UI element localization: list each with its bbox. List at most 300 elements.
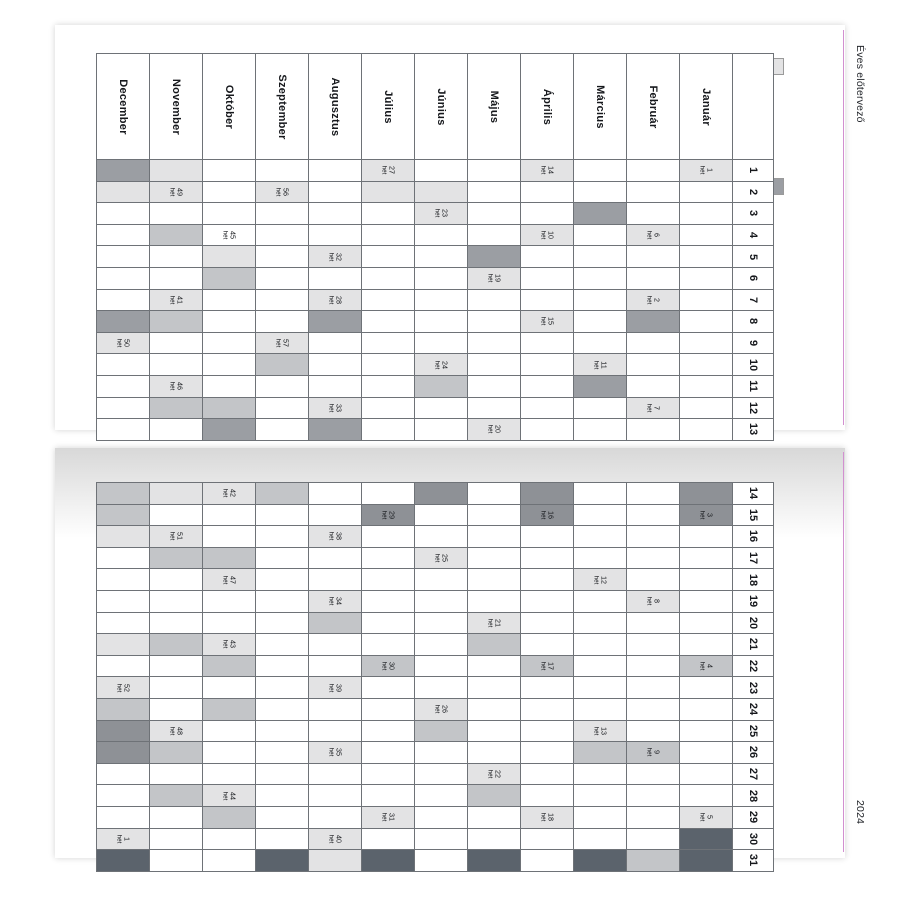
day-cell[interactable] [468, 828, 521, 850]
day-cell[interactable] [415, 763, 468, 785]
day-cell[interactable] [468, 569, 521, 591]
day-cell[interactable] [97, 203, 150, 225]
day-cell[interactable] [150, 547, 203, 569]
day-cell[interactable] [97, 698, 150, 720]
day-cell[interactable] [97, 806, 150, 828]
day-cell[interactable] [521, 828, 574, 850]
day-cell[interactable] [150, 785, 203, 807]
day-cell[interactable] [415, 742, 468, 764]
day-cell[interactable] [256, 698, 309, 720]
day-cell[interactable] [521, 634, 574, 656]
day-cell[interactable] [627, 181, 680, 203]
day-cell[interactable] [309, 850, 362, 872]
day-cell[interactable] [309, 828, 362, 850]
day-cell[interactable] [97, 655, 150, 677]
day-cell[interactable] [97, 720, 150, 742]
day-cell[interactable] [680, 677, 733, 699]
day-cell[interactable] [256, 677, 309, 699]
day-cell[interactable] [256, 354, 309, 376]
day-cell[interactable] [574, 677, 627, 699]
day-cell[interactable] [574, 742, 627, 764]
day-cell[interactable] [627, 246, 680, 268]
day-cell[interactable] [362, 203, 415, 225]
day-cell[interactable] [415, 698, 468, 720]
day-cell[interactable] [150, 504, 203, 526]
day-cell[interactable] [574, 590, 627, 612]
day-cell[interactable] [309, 483, 362, 505]
day-cell[interactable] [574, 698, 627, 720]
day-cell[interactable] [415, 612, 468, 634]
day-cell[interactable] [521, 246, 574, 268]
day-cell[interactable] [256, 311, 309, 333]
day-cell[interactable] [203, 526, 256, 548]
day-cell[interactable] [680, 655, 733, 677]
day-cell[interactable] [468, 375, 521, 397]
day-cell[interactable] [574, 332, 627, 354]
day-cell[interactable] [256, 806, 309, 828]
day-cell[interactable] [309, 806, 362, 828]
day-cell[interactable] [680, 504, 733, 526]
day-cell[interactable] [256, 375, 309, 397]
day-cell[interactable] [574, 419, 627, 441]
day-cell[interactable] [203, 375, 256, 397]
day-cell[interactable] [203, 655, 256, 677]
day-cell[interactable] [680, 483, 733, 505]
day-cell[interactable] [203, 720, 256, 742]
day-cell[interactable] [521, 547, 574, 569]
day-cell[interactable] [203, 634, 256, 656]
day-cell[interactable] [680, 828, 733, 850]
day-cell[interactable] [256, 590, 309, 612]
day-cell[interactable] [150, 354, 203, 376]
day-cell[interactable] [362, 742, 415, 764]
day-cell[interactable] [256, 526, 309, 548]
day-cell[interactable] [468, 311, 521, 333]
day-cell[interactable] [256, 547, 309, 569]
day-cell[interactable] [97, 677, 150, 699]
day-cell[interactable] [97, 828, 150, 850]
day-cell[interactable] [574, 806, 627, 828]
day-cell[interactable] [415, 397, 468, 419]
day-cell[interactable] [150, 806, 203, 828]
day-cell[interactable] [468, 203, 521, 225]
day-cell[interactable] [256, 483, 309, 505]
day-cell[interactable] [627, 785, 680, 807]
day-cell[interactable] [97, 181, 150, 203]
day-cell[interactable] [468, 634, 521, 656]
day-cell[interactable] [680, 785, 733, 807]
day-cell[interactable] [680, 850, 733, 872]
day-cell[interactable] [362, 354, 415, 376]
day-cell[interactable] [150, 419, 203, 441]
day-cell[interactable] [521, 806, 574, 828]
day-cell[interactable] [256, 763, 309, 785]
day-cell[interactable] [415, 289, 468, 311]
day-cell[interactable] [627, 267, 680, 289]
day-cell[interactable] [203, 742, 256, 764]
day-cell[interactable] [627, 526, 680, 548]
day-cell[interactable] [203, 483, 256, 505]
day-cell[interactable] [415, 483, 468, 505]
day-cell[interactable] [203, 311, 256, 333]
day-cell[interactable] [256, 655, 309, 677]
day-cell[interactable] [627, 698, 680, 720]
day-cell[interactable] [256, 397, 309, 419]
day-cell[interactable] [680, 224, 733, 246]
day-cell[interactable] [97, 504, 150, 526]
day-cell[interactable] [309, 590, 362, 612]
day-cell[interactable] [362, 785, 415, 807]
day-cell[interactable] [97, 332, 150, 354]
day-cell[interactable] [256, 785, 309, 807]
day-cell[interactable] [521, 267, 574, 289]
day-cell[interactable] [150, 246, 203, 268]
day-cell[interactable] [574, 547, 627, 569]
day-cell[interactable] [680, 698, 733, 720]
day-cell[interactable] [203, 224, 256, 246]
day-cell[interactable] [256, 504, 309, 526]
day-cell[interactable] [521, 590, 574, 612]
day-cell[interactable] [521, 332, 574, 354]
day-cell[interactable] [203, 547, 256, 569]
day-cell[interactable] [309, 246, 362, 268]
day-cell[interactable] [627, 504, 680, 526]
day-cell[interactable] [309, 504, 362, 526]
day-cell[interactable] [362, 483, 415, 505]
day-cell[interactable] [309, 785, 362, 807]
day-cell[interactable] [97, 224, 150, 246]
day-cell[interactable] [362, 806, 415, 828]
day-cell[interactable] [362, 224, 415, 246]
day-cell[interactable] [680, 160, 733, 182]
day-cell[interactable] [415, 590, 468, 612]
day-cell[interactable] [415, 311, 468, 333]
day-cell[interactable] [521, 419, 574, 441]
day-cell[interactable] [468, 332, 521, 354]
day-cell[interactable] [627, 203, 680, 225]
day-cell[interactable] [97, 289, 150, 311]
day-cell[interactable] [309, 419, 362, 441]
day-cell[interactable] [309, 720, 362, 742]
day-cell[interactable] [627, 742, 680, 764]
day-cell[interactable] [97, 311, 150, 333]
day-cell[interactable] [627, 332, 680, 354]
day-cell[interactable] [203, 504, 256, 526]
day-cell[interactable] [680, 246, 733, 268]
day-cell[interactable] [309, 160, 362, 182]
day-cell[interactable] [362, 504, 415, 526]
day-cell[interactable] [627, 160, 680, 182]
day-cell[interactable] [680, 289, 733, 311]
day-cell[interactable] [574, 785, 627, 807]
day-cell[interactable] [150, 289, 203, 311]
day-cell[interactable] [150, 203, 203, 225]
day-cell[interactable] [362, 547, 415, 569]
day-cell[interactable] [150, 828, 203, 850]
day-cell[interactable] [627, 590, 680, 612]
day-cell[interactable] [627, 634, 680, 656]
day-cell[interactable] [574, 246, 627, 268]
day-cell[interactable] [150, 677, 203, 699]
day-cell[interactable] [362, 526, 415, 548]
day-cell[interactable] [680, 267, 733, 289]
day-cell[interactable] [627, 720, 680, 742]
day-cell[interactable] [309, 698, 362, 720]
day-cell[interactable] [415, 504, 468, 526]
day-cell[interactable] [362, 698, 415, 720]
day-cell[interactable] [150, 742, 203, 764]
day-cell[interactable] [309, 397, 362, 419]
day-cell[interactable] [680, 181, 733, 203]
day-cell[interactable] [521, 181, 574, 203]
day-cell[interactable] [468, 806, 521, 828]
day-cell[interactable] [415, 267, 468, 289]
day-cell[interactable] [309, 569, 362, 591]
day-cell[interactable] [415, 332, 468, 354]
day-cell[interactable] [415, 569, 468, 591]
day-cell[interactable] [362, 720, 415, 742]
day-cell[interactable] [468, 267, 521, 289]
day-cell[interactable] [203, 181, 256, 203]
day-cell[interactable] [468, 224, 521, 246]
day-cell[interactable] [415, 806, 468, 828]
day-cell[interactable] [680, 763, 733, 785]
day-cell[interactable] [362, 569, 415, 591]
day-cell[interactable] [97, 483, 150, 505]
day-cell[interactable] [521, 224, 574, 246]
day-cell[interactable] [97, 526, 150, 548]
day-cell[interactable] [415, 224, 468, 246]
day-cell[interactable] [362, 419, 415, 441]
day-cell[interactable] [203, 828, 256, 850]
day-cell[interactable] [203, 160, 256, 182]
day-cell[interactable] [256, 224, 309, 246]
day-cell[interactable] [574, 655, 627, 677]
day-cell[interactable] [150, 267, 203, 289]
day-cell[interactable] [468, 397, 521, 419]
day-cell[interactable] [97, 763, 150, 785]
day-cell[interactable] [574, 763, 627, 785]
day-cell[interactable] [97, 397, 150, 419]
day-cell[interactable] [203, 203, 256, 225]
day-cell[interactable] [415, 419, 468, 441]
day-cell[interactable] [309, 655, 362, 677]
day-cell[interactable] [150, 569, 203, 591]
day-cell[interactable] [362, 763, 415, 785]
day-cell[interactable] [97, 742, 150, 764]
day-cell[interactable] [97, 612, 150, 634]
day-cell[interactable] [203, 763, 256, 785]
day-cell[interactable] [680, 612, 733, 634]
day-cell[interactable] [150, 311, 203, 333]
day-cell[interactable] [415, 354, 468, 376]
day-cell[interactable] [521, 203, 574, 225]
day-cell[interactable] [150, 160, 203, 182]
day-cell[interactable] [150, 483, 203, 505]
day-cell[interactable] [415, 375, 468, 397]
day-cell[interactable] [574, 203, 627, 225]
day-cell[interactable] [468, 720, 521, 742]
day-cell[interactable] [203, 354, 256, 376]
day-cell[interactable] [309, 332, 362, 354]
day-cell[interactable] [150, 590, 203, 612]
day-cell[interactable] [362, 267, 415, 289]
day-cell[interactable] [97, 375, 150, 397]
day-cell[interactable] [521, 763, 574, 785]
day-cell[interactable] [97, 634, 150, 656]
day-cell[interactable] [680, 332, 733, 354]
day-cell[interactable] [309, 547, 362, 569]
day-cell[interactable] [362, 677, 415, 699]
day-cell[interactable] [309, 526, 362, 548]
day-cell[interactable] [680, 311, 733, 333]
day-cell[interactable] [150, 181, 203, 203]
day-cell[interactable] [362, 375, 415, 397]
day-cell[interactable] [574, 634, 627, 656]
day-cell[interactable] [203, 289, 256, 311]
day-cell[interactable] [574, 850, 627, 872]
day-cell[interactable] [574, 224, 627, 246]
day-cell[interactable] [574, 267, 627, 289]
day-cell[interactable] [468, 181, 521, 203]
day-cell[interactable] [256, 612, 309, 634]
day-cell[interactable] [521, 397, 574, 419]
day-cell[interactable] [574, 311, 627, 333]
day-cell[interactable] [97, 354, 150, 376]
day-cell[interactable] [574, 483, 627, 505]
day-cell[interactable] [256, 742, 309, 764]
day-cell[interactable] [150, 655, 203, 677]
day-cell[interactable] [680, 806, 733, 828]
day-cell[interactable] [256, 203, 309, 225]
day-cell[interactable] [362, 311, 415, 333]
day-cell[interactable] [680, 569, 733, 591]
day-cell[interactable] [574, 612, 627, 634]
day-cell[interactable] [203, 806, 256, 828]
day-cell[interactable] [415, 677, 468, 699]
day-cell[interactable] [256, 160, 309, 182]
day-cell[interactable] [627, 569, 680, 591]
day-cell[interactable] [627, 806, 680, 828]
day-cell[interactable] [309, 612, 362, 634]
day-cell[interactable] [627, 763, 680, 785]
day-cell[interactable] [309, 634, 362, 656]
day-cell[interactable] [203, 785, 256, 807]
day-cell[interactable] [362, 590, 415, 612]
day-cell[interactable] [362, 655, 415, 677]
day-cell[interactable] [309, 224, 362, 246]
day-cell[interactable] [680, 375, 733, 397]
day-cell[interactable] [150, 850, 203, 872]
day-cell[interactable] [574, 289, 627, 311]
day-cell[interactable] [97, 547, 150, 569]
day-cell[interactable] [468, 246, 521, 268]
day-cell[interactable] [680, 720, 733, 742]
day-cell[interactable] [309, 203, 362, 225]
day-cell[interactable] [574, 375, 627, 397]
day-cell[interactable] [362, 246, 415, 268]
day-cell[interactable] [415, 850, 468, 872]
day-cell[interactable] [468, 354, 521, 376]
day-cell[interactable] [468, 547, 521, 569]
day-cell[interactable] [309, 375, 362, 397]
day-cell[interactable] [680, 590, 733, 612]
day-cell[interactable] [150, 397, 203, 419]
day-cell[interactable] [203, 698, 256, 720]
day-cell[interactable] [521, 289, 574, 311]
day-cell[interactable] [97, 850, 150, 872]
day-cell[interactable] [468, 785, 521, 807]
day-cell[interactable] [627, 612, 680, 634]
day-cell[interactable] [256, 289, 309, 311]
day-cell[interactable] [468, 742, 521, 764]
day-cell[interactable] [521, 698, 574, 720]
day-cell[interactable] [150, 763, 203, 785]
day-cell[interactable] [521, 785, 574, 807]
day-cell[interactable] [468, 698, 521, 720]
day-cell[interactable] [521, 504, 574, 526]
day-cell[interactable] [256, 634, 309, 656]
day-cell[interactable] [521, 742, 574, 764]
day-cell[interactable] [309, 181, 362, 203]
day-cell[interactable] [256, 181, 309, 203]
day-cell[interactable] [680, 397, 733, 419]
day-cell[interactable] [521, 526, 574, 548]
day-cell[interactable] [627, 483, 680, 505]
day-cell[interactable] [256, 419, 309, 441]
day-cell[interactable] [521, 375, 574, 397]
day-cell[interactable] [97, 785, 150, 807]
day-cell[interactable] [203, 419, 256, 441]
day-cell[interactable] [521, 612, 574, 634]
day-cell[interactable] [203, 397, 256, 419]
day-cell[interactable] [521, 720, 574, 742]
day-cell[interactable] [574, 397, 627, 419]
day-cell[interactable] [468, 590, 521, 612]
day-cell[interactable] [97, 246, 150, 268]
day-cell[interactable] [415, 720, 468, 742]
day-cell[interactable] [309, 267, 362, 289]
day-cell[interactable] [150, 720, 203, 742]
day-cell[interactable] [203, 677, 256, 699]
day-cell[interactable] [468, 504, 521, 526]
day-cell[interactable] [468, 526, 521, 548]
day-cell[interactable] [468, 160, 521, 182]
day-cell[interactable] [256, 720, 309, 742]
day-cell[interactable] [150, 634, 203, 656]
day-cell[interactable] [521, 160, 574, 182]
day-cell[interactable] [521, 311, 574, 333]
day-cell[interactable] [415, 526, 468, 548]
day-cell[interactable] [415, 634, 468, 656]
day-cell[interactable] [468, 419, 521, 441]
day-cell[interactable] [415, 547, 468, 569]
day-cell[interactable] [97, 267, 150, 289]
day-cell[interactable] [415, 655, 468, 677]
day-cell[interactable] [256, 246, 309, 268]
day-cell[interactable] [415, 203, 468, 225]
day-cell[interactable] [203, 850, 256, 872]
day-cell[interactable] [468, 612, 521, 634]
day-cell[interactable] [574, 181, 627, 203]
day-cell[interactable] [362, 160, 415, 182]
day-cell[interactable] [574, 504, 627, 526]
day-cell[interactable] [627, 850, 680, 872]
day-cell[interactable] [574, 828, 627, 850]
day-cell[interactable] [574, 354, 627, 376]
day-cell[interactable] [521, 354, 574, 376]
day-cell[interactable] [521, 655, 574, 677]
